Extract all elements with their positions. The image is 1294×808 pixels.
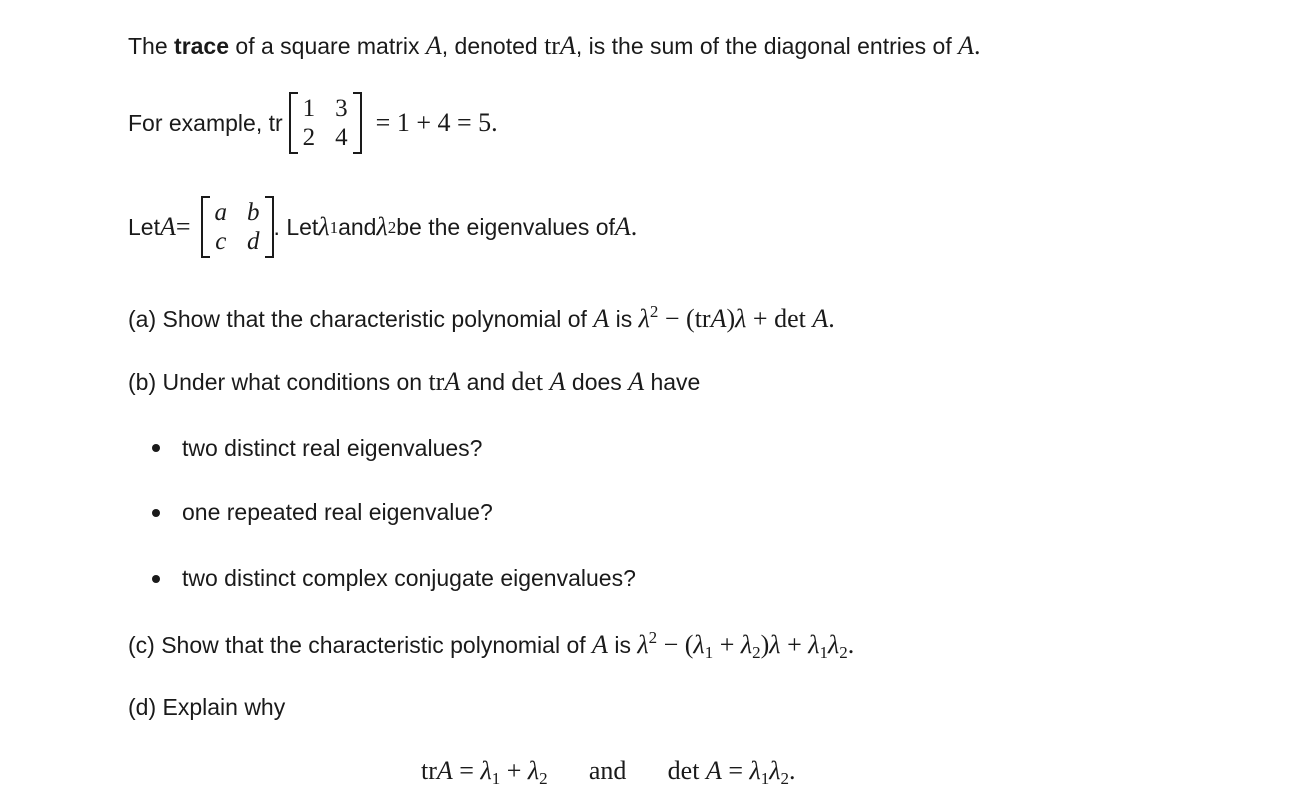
let-line: Let A = a b c d . Let λ 1 and λ 2 be the eigenvalues of A . bbox=[128, 196, 637, 258]
bullet-dot bbox=[152, 575, 160, 583]
matrix-entry: c bbox=[215, 228, 227, 255]
matrix-entry: a bbox=[214, 199, 228, 226]
example-line: For example, tr 1 3 2 4 = 1 + 4 = 5. bbox=[128, 92, 498, 154]
bullet-item: one repeated real eigenvalue? bbox=[182, 499, 493, 525]
final-equation: trA = $\lambda_1 + \lambda_2$ and $\det A = \lambda_1\lambda_2$. bbox=[421, 756, 796, 788]
intro-text: The trace of a square matrix A, denoted trA, is the sum of the diagonal entries of A. bbox=[128, 31, 981, 60]
bullet-dot bbox=[152, 509, 160, 517]
example-matrix bbox=[289, 92, 362, 154]
part-a: (a) Show that the characteristic polynomial of A is $\lambda^2 - (trA)\lambda + \det A$. bbox=[128, 302, 835, 333]
matrix-entry: 4 bbox=[335, 124, 348, 151]
matrix-a bbox=[201, 196, 274, 258]
matrix-entry: 3 bbox=[335, 95, 348, 122]
bullet-item: two distinct real eigenvalues? bbox=[182, 435, 483, 461]
part-b: (b) Under what conditions on trA and det A does A have bbox=[128, 367, 701, 396]
matrix-entry: d bbox=[247, 228, 260, 255]
matrix-entry: 1 bbox=[302, 95, 316, 122]
matrix-entry: 2 bbox=[302, 124, 316, 151]
bullet-dot bbox=[152, 444, 160, 452]
matrix-entry: b bbox=[247, 199, 260, 226]
trace-term: trace bbox=[174, 33, 230, 59]
bullet-item: two distinct complex conjugate eigenvalues? bbox=[182, 565, 636, 591]
part-c: (c) Show that the characteristic polynomial of A is $\lambda^2 - (\lambda_1 + \lambda_2)\lambda + \lambda_1\lambda_2$. bbox=[128, 628, 855, 662]
part-d: (d) Explain why bbox=[128, 694, 286, 720]
